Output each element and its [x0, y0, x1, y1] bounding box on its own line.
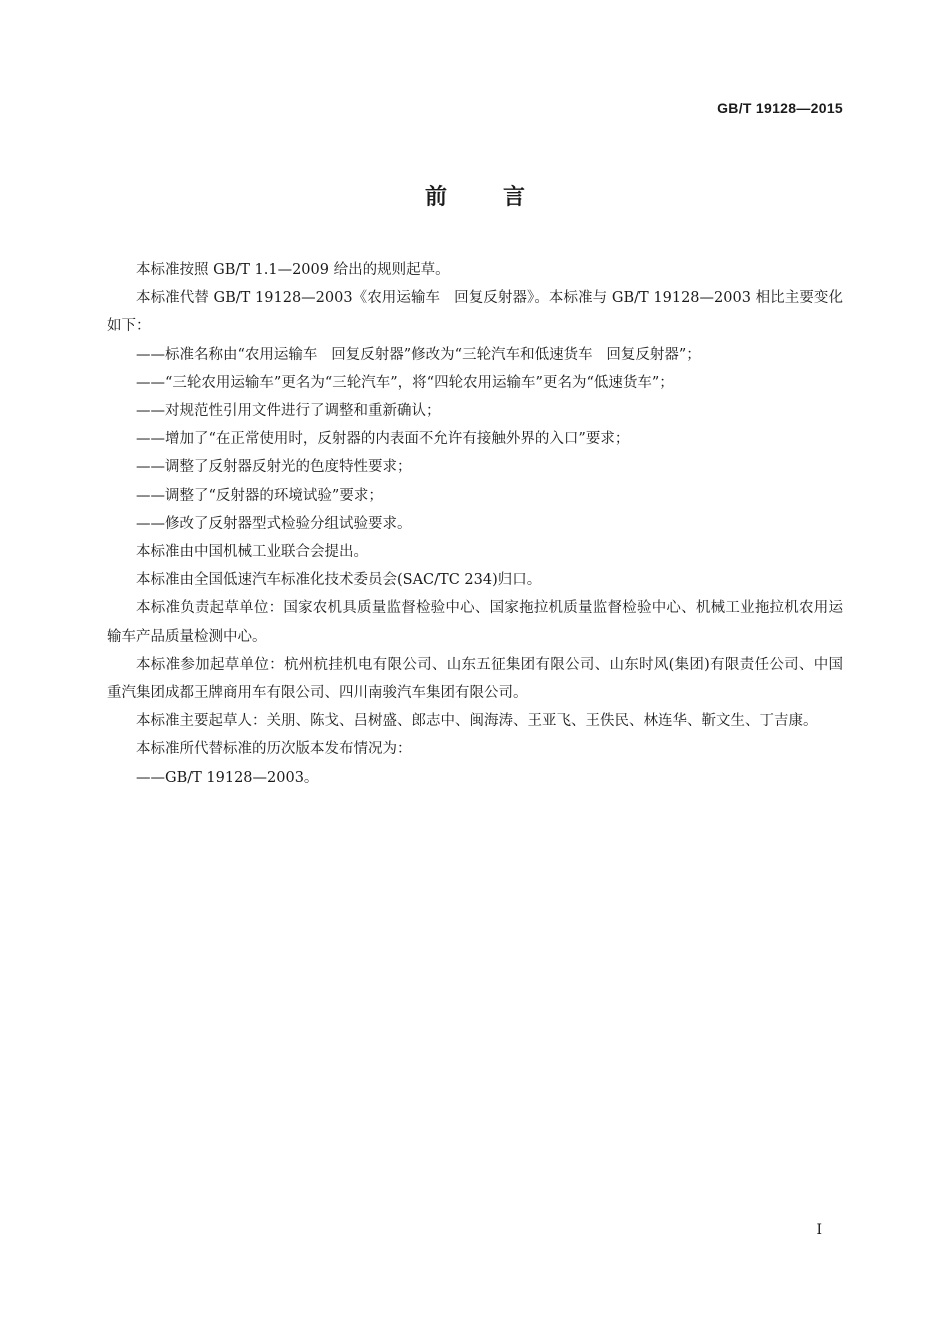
- paragraph-participating-drafters: 本标准参加起草单位：杭州杭挂机电有限公司、山东五征集团有限公司、山东时风(集团)有限责任公司、中国重汽集团成都王牌商用车有限公司、四川南骏汽车集团有限公司。: [107, 656, 843, 702]
- change-item-environment-test: ——调整了“反射器的环境试验”要求；: [136, 487, 383, 504]
- paragraph-proposer: 本标准由中国机械工业联合会提出。: [136, 544, 368, 561]
- paragraph-main-drafters: 本标准主要起草人：关朋、陈戈、吕树盛、郎志中、闽海涛、王亚飞、王佚民、林连华、靳文生、丁吉康。: [136, 713, 818, 730]
- change-item-title: ——标准名称由“农用运输车 回复反射器”修改为“三轮汽车和低速货车 回复反射器”；: [136, 346, 701, 363]
- paragraph-lead-drafters: 本标准负责起草单位：国家农机具质量监督检验中心、国家拖拉机质量监督检验中心、机械工业拖拉机农用运输车产品质量检测中心。: [107, 600, 843, 645]
- standard-code: GB/T 19128—2015: [717, 100, 843, 116]
- history-item: ——GB/T 19128—2003。: [136, 769, 319, 786]
- paragraph-replacement: 本标准代替 GB/T 19128—2003《农用运输车 回复反射器》。本标准与 GB/T 19128—2003 相比主要变化如下：: [107, 290, 843, 335]
- change-item-chromaticity: ——调整了反射器反射光的色度特性要求；: [136, 459, 412, 476]
- change-item-inner-surface: ——增加了“在正常使用时，反射器的内表面不允许有接触外界的入口”要求；: [136, 431, 630, 448]
- change-item-type-test: ——修改了反射器型式检验分组试验要求。: [136, 515, 412, 532]
- foreword-body: [107, 256, 843, 792]
- page-number: I: [816, 1222, 822, 1238]
- paragraph-drafting-rules: 本标准按照 GB/T 1.1—2009 给出的规则起草。: [136, 262, 450, 278]
- change-item-references: ——对规范性引用文件进行了调整和重新确认；: [136, 403, 441, 420]
- paragraph-committee: 本标准由全国低速汽车标准化技术委员会(SAC/TC 234)归口。: [136, 572, 542, 589]
- page-title: 前言: [424, 185, 581, 210]
- paragraph-history-intro: 本标准所代替标准的历次版本发布情况为：: [136, 741, 412, 758]
- change-item-rename: ——“三轮农用运输车”更名为“三轮汽车”，将“四轮农用运输车”更名为“低速货车”；: [136, 374, 674, 391]
